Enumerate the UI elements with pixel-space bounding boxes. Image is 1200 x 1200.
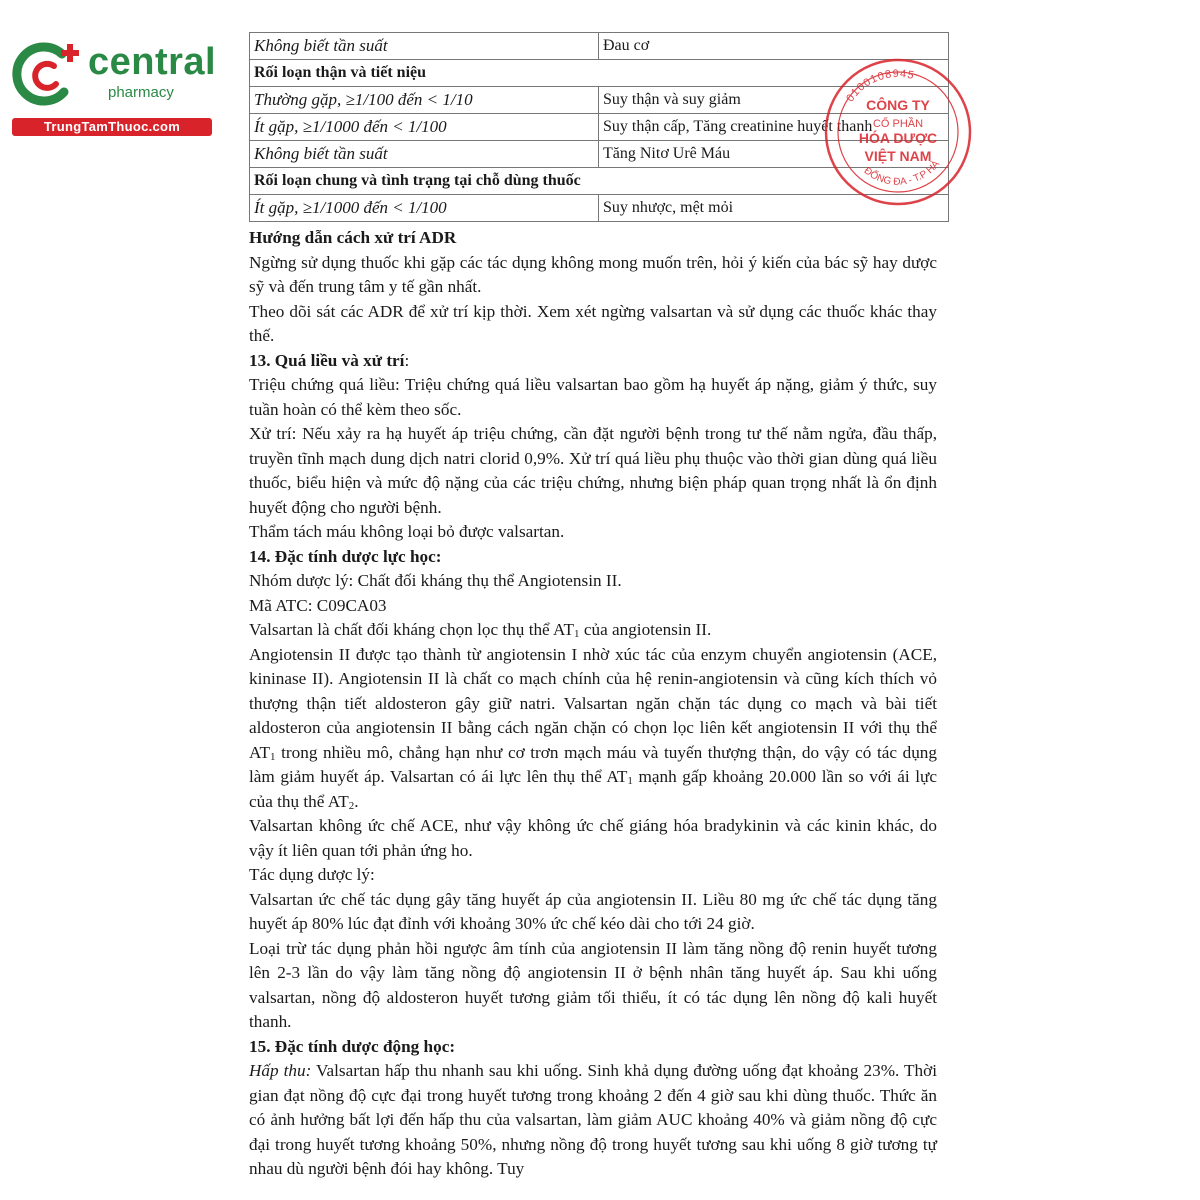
stamp-code: 0100108945 <box>844 67 916 105</box>
document-body <box>249 226 937 1182</box>
table-section-title: Rối loạn thận và tiết niệu <box>250 60 949 87</box>
adr-paragraph-2: Theo dõi sát các ADR để xử trí kịp thời. Xem xét ngừng valsartan và sử dụng các thuốc khác thay thế. <box>249 301 937 345</box>
stamp-bottom-text: ĐỐNG ĐA - T.P HÀ <box>861 158 943 188</box>
adverse-effect-cell: Suy thận cấp, Tăng creatinine huyết thanh <box>599 114 949 141</box>
stamp-line1: CÔNG TY <box>866 97 930 113</box>
adverse-effect-cell: Tăng Nitơ Urê Máu <box>599 141 949 168</box>
stamp-line3: HÓA DƯỢC <box>858 130 938 146</box>
overdose-symptoms-paragraph: Triệu chứng quá liều: Triệu chứng quá liều valsartan bao gồm hạ huyết áp nặng, giảm ý thức, suy tuần hoàn có thể kèm theo sốc. <box>249 375 937 419</box>
adverse-effect-cell: Suy thận và suy giảm <box>599 87 949 114</box>
adr-guidance-heading: Hướng dẫn cách xử trí ADR <box>249 228 457 247</box>
angiotensin-mechanism-paragraph: Angiotensin II được tạo thành từ angiotensin I nhờ xúc tác của enzym chuyển angiotensin (ACE, kininase II). Angiotensin II là chất co mạch chính của hệ renin-angiotensin và cũng kích thích vỏ thượng thận tiết aldosteron gây giữ natri. Valsartan ngăn chặn tác dụng co mạch và bài tiết aldosteron của angiotensin II bằng cách ngăn chặn có chọn lọc liên kết angiotensin II với thụ thể $AT_1$ trong nhiều mô, chẳng hạn như cơ trơn mạch máu và tuyến thượng thận, do vậy có tác dụng làm giảm huyết áp. Valsartan có ái lực lên thụ thể $AT_1$ mạnh gấp khoảng 20.000 lần so với ái lực của thụ thể $AT_2$. <box>249 644 937 812</box>
adverse-effect-cell: Đau cơ <box>599 33 949 60</box>
table-section-title: Rối loạn chung và tình trạng tại chỗ dùng thuốc <box>250 168 949 195</box>
frequency-cell: Không biết tần suất <box>250 141 599 168</box>
ace-paragraph: Valsartan không ức chế ACE, như vậy không ức chế giáng hóa bradykinin và các kinin khác, do vậy ít liên quan tới phản ứng ho. <box>249 816 937 860</box>
renin-paragraph: Loại trừ tác dụng phản hồi ngược âm tính của angiotensin II làm tăng nồng độ renin huyết tương lên 2-3 lần do vậy làm tăng nồng độ angiotensin II ở bệnh nhân tăng huyết áp. Sau khi uống valsartan, nồng độ aldosteron huyết tương giảm tối thiểu, ít có tác dụng lên nồng độ kali huyết thanh. <box>249 938 937 1031</box>
brand-logo[interactable] <box>10 38 215 138</box>
overdose-treatment-paragraph: Xử trí: Nếu xảy ra hạ huyết áp triệu chứng, cần đặt người bệnh trong tư thế nằm ngửa, đầu thấp, truyền tĩnh mạch dung dịch natri clorid 0,9%. Xử trí quá liều phụ thuộc vào thời gian dùng quá liều thuốc, biểu hiện và mức độ nặng của các triệu chứng, nhưng biện pháp quan trọng nhất là ổn định huyết động cho người bệnh. <box>249 424 937 517</box>
frequency-cell: Thường gặp, ≥1/100 đến < 1/10 <box>250 87 599 114</box>
stamp-line2: CỔ PHẦN <box>872 118 924 130</box>
brand-site-link[interactable]: TrungTamThuoc.com <box>12 118 212 136</box>
section-13-title: 13. Quá liều và xử trí <box>249 350 405 370</box>
adr-paragraph-1: Ngừng sử dụng thuốc khi gặp các tác dụng không mong muốn trên, hỏi ý kiến của bác sỹ hay dược sỹ và đến trung tâm y tế gần nhất. <box>249 252 937 296</box>
absorption-label: Hấp thu: <box>249 1061 312 1080</box>
frequency-cell: Ít gặp, ≥1/1000 đến < 1/100 <box>250 114 599 141</box>
dialysis-paragraph: Thẩm tách máu không loại bỏ được valsartan. <box>249 522 565 541</box>
company-seal-stamp <box>818 52 978 212</box>
section-15-heading: 15. Đặc tính dược động học: <box>249 1036 456 1056</box>
section-13-colon: : <box>404 350 410 370</box>
atc-code-paragraph: Mã ATC: C09CA03 <box>249 595 387 615</box>
pharmacologic-effect-paragraph: Valsartan ức chế tác dụng gây tăng huyết áp của angiotensin II. Liều 80 mg ức chế tác dụng tăng huyết áp 80% lúc đạt đỉnh với khoảng 30% ức chế kéo dài cho tới 24 giờ. <box>249 889 937 933</box>
pharmacologic-group-paragraph: Nhóm dược lý: Chất đối kháng thụ thể Angiotensin II. <box>249 571 622 590</box>
pharmacy-cross-logo-icon <box>12 40 82 110</box>
adverse-effect-cell: Suy nhược, mệt mỏi <box>599 195 949 222</box>
frequency-cell: Không biết tần suất <box>250 33 599 60</box>
absorption-paragraph: Hấp thu: Valsartan hấp thu nhanh sau khi uống. Sinh khả dụng đường uống đạt khoảng 23%. Thời gian đạt nồng độ cực đại trong huyết tương trong khoảng 2 đến 4 giờ sau khi dùng thuốc. Thức ăn có ảnh hưởng bất lợi đến hấp thu của valsartan, làm giảm AUC khoảng 40% và giảm nồng độ cực đại trong huyết tương khoảng 50%, nhưng nồng độ trong huyết tương sau khi uống 8 giờ tương tự nhau dù người bệnh đói hay không. Tuy <box>249 1061 937 1178</box>
brand-subtitle: pharmacy <box>108 84 174 101</box>
section-14-heading: 14. Đặc tính dược lực học: <box>249 546 442 566</box>
pharmacologic-effect-label: Tác dụng dược lý: <box>249 865 375 884</box>
frequency-cell: Ít gặp, ≥1/1000 đến < 1/100 <box>250 195 599 222</box>
brand-name: central <box>88 41 217 83</box>
at1-antagonist-paragraph: Valsartan là chất đối kháng chọn lọc thụ thể $AT_1$ của angiotensin II. <box>249 620 712 640</box>
stamp-line4: VIỆT NAM <box>864 148 932 164</box>
section-13-heading <box>249 349 937 374</box>
